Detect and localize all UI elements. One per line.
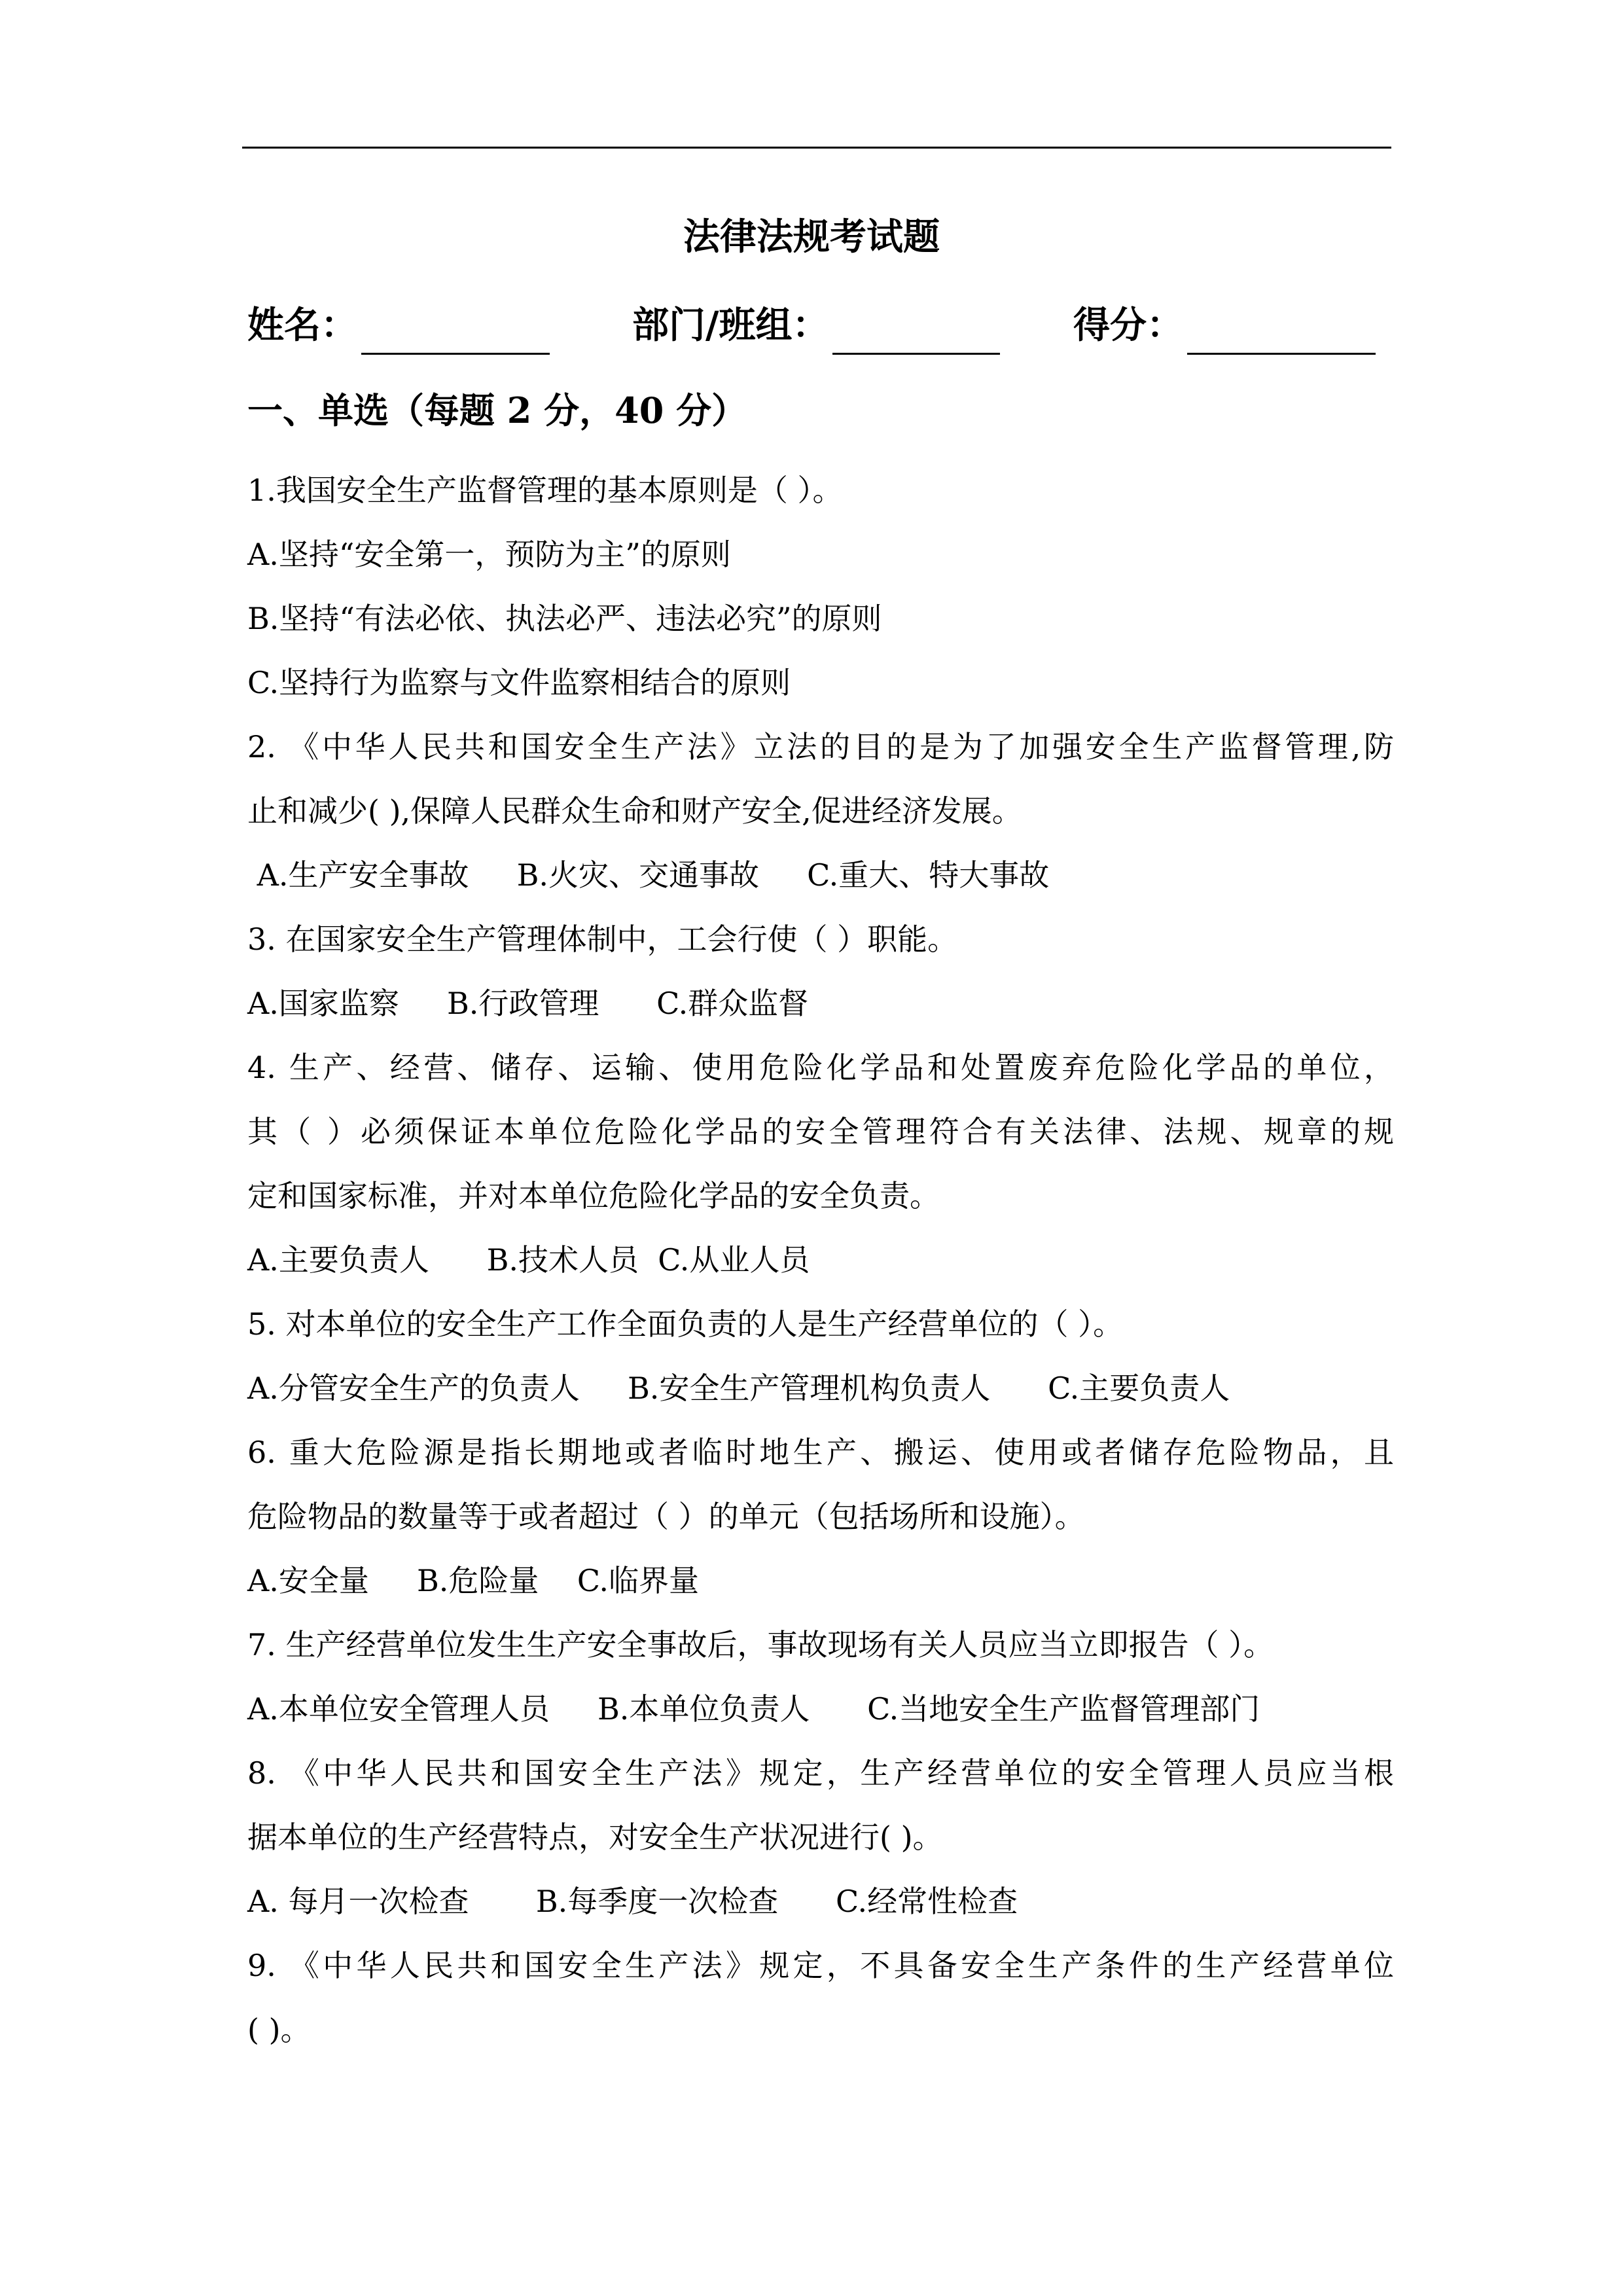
option-line: A. 每月一次检查 B.每季度一次检查 C.经常性检查 xyxy=(247,1884,1018,1919)
option-line: C.坚持行为监察与文件监察相结合的原则 xyxy=(247,665,791,700)
option-line: A.主要负责人 B.技术人员 C.从业人员 xyxy=(247,1242,810,1278)
department-label: 部门/班组： xyxy=(632,304,829,347)
option-line: A.安全量 B.危险量 C.临界量 xyxy=(247,1563,700,1598)
question-line: 6. 重大危险源是指长期地或者临时地生产、搬运、使用或者储存危险物品，且 xyxy=(247,1435,1394,1470)
question-line: 4. 生产、经营、储存、运输、使用危险化学品和处置废弃危险化学品的单位， xyxy=(247,1050,1394,1085)
question-line: ( )。 xyxy=(247,2012,311,2047)
section-title: 一、单选（每题 2 分，40 分） xyxy=(247,389,747,431)
score-field xyxy=(1073,296,1376,355)
question-line: 危险物品的数量等于或者超过（ ）的单元（包括场所和设施）。 xyxy=(247,1499,1085,1534)
name-field xyxy=(247,296,550,355)
option-line: A.生产安全事故 B.火灾、交通事故 C.重大、特大事故 xyxy=(247,857,1050,893)
question-line: 定和国家标准，并对本单位危险化学品的安全负责。 xyxy=(247,1178,940,1213)
option-line: A.坚持“安全第一，预防为主”的原则 xyxy=(247,537,731,572)
question-line: 3. 在国家安全生产管理体制中，工会行使（ ）职能。 xyxy=(247,922,958,957)
option-line: A.国家监察 B.行政管理 C.群众监督 xyxy=(247,986,809,1021)
score-label: 得分： xyxy=(1073,304,1183,347)
question-line: 2. 《中华人民共和国安全生产法》立法的目的是为了加强安全生产监督管理,防 xyxy=(247,729,1394,764)
department-blank[interactable] xyxy=(832,307,1000,355)
question-line: 止和减少( ),保障人民群众生命和财产安全,促进经济发展。 xyxy=(247,793,1022,829)
question-line: 7. 生产经营单位发生生产安全事故后，事故现场有关人员应当立即报告（ ）。 xyxy=(247,1627,1274,1662)
question-line: 5. 对本单位的安全生产工作全面负责的人是生产经营单位的（ ）。 xyxy=(247,1306,1124,1342)
name-blank[interactable] xyxy=(361,307,550,355)
question-line: 据本单位的生产经营特点，对安全生产状况进行( )。 xyxy=(247,1820,943,1855)
question-list xyxy=(247,458,1394,2062)
page-title: 法律法规考试题 xyxy=(683,215,940,259)
name-label: 姓名： xyxy=(247,304,357,347)
option-line: A.本单位安全管理人员 B.本单位负责人 C.当地安全生产监督管理部门 xyxy=(247,1691,1260,1727)
option-line: A.分管安全生产的负责人 B.安全生产管理机构负责人 C.主要负责人 xyxy=(247,1371,1230,1406)
option-line: B.坚持“有法必依、执法必严、违法必究”的原则 xyxy=(247,601,882,636)
question-line: 9. 《中华人民共和国安全生产法》规定，不具备安全生产条件的生产经营单位 xyxy=(247,1948,1394,1983)
question-line: 其（ ）必须保证本单位危险化学品的安全管理符合有关法律、法规、规章的规 xyxy=(247,1114,1394,1149)
header-rule xyxy=(242,147,1391,149)
question-line: 1.我国安全生产监督管理的基本原则是（ ）。 xyxy=(247,473,843,508)
department-field xyxy=(632,296,1000,355)
score-blank[interactable] xyxy=(1187,307,1376,355)
question-line: 8. 《中华人民共和国安全生产法》规定，生产经营单位的安全管理人员应当根 xyxy=(247,1755,1394,1791)
